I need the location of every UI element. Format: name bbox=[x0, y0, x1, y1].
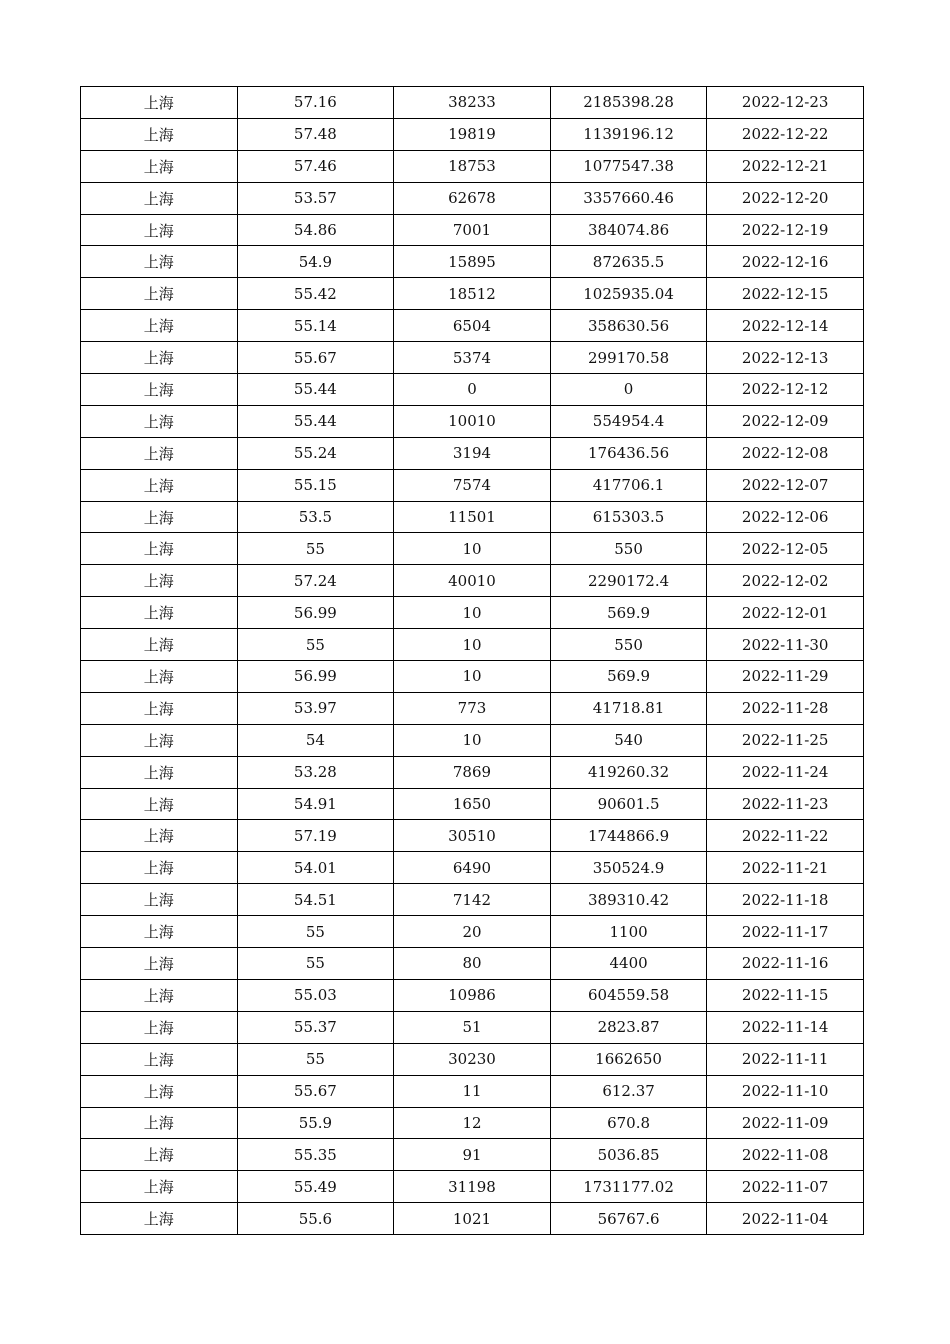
volume-cell: 10 bbox=[394, 533, 551, 565]
table-row bbox=[81, 661, 864, 693]
price-volume-table bbox=[80, 86, 864, 1235]
region-cell: 上海 bbox=[81, 692, 238, 724]
date-cell: 2022-12-20 bbox=[707, 182, 864, 214]
amount-cell: 3357660.46 bbox=[550, 182, 707, 214]
volume-cell: 10010 bbox=[394, 405, 551, 437]
price-cell: 55.14 bbox=[237, 310, 394, 342]
amount-cell: 56767.6 bbox=[550, 1203, 707, 1235]
volume-cell: 91 bbox=[394, 1139, 551, 1171]
amount-cell: 554954.4 bbox=[550, 405, 707, 437]
volume-cell: 30230 bbox=[394, 1043, 551, 1075]
amount-cell: 569.9 bbox=[550, 597, 707, 629]
date-cell: 2022-11-24 bbox=[707, 756, 864, 788]
date-cell: 2022-11-29 bbox=[707, 661, 864, 693]
region-cell: 上海 bbox=[81, 820, 238, 852]
region-cell: 上海 bbox=[81, 948, 238, 980]
volume-cell: 1021 bbox=[394, 1203, 551, 1235]
date-cell: 2022-12-09 bbox=[707, 405, 864, 437]
region-cell: 上海 bbox=[81, 979, 238, 1011]
price-cell: 55 bbox=[237, 533, 394, 565]
price-cell: 53.5 bbox=[237, 501, 394, 533]
amount-cell: 1077547.38 bbox=[550, 150, 707, 182]
table-row bbox=[81, 565, 864, 597]
date-cell: 2022-12-01 bbox=[707, 597, 864, 629]
date-cell: 2022-12-23 bbox=[707, 87, 864, 119]
price-cell: 55.9 bbox=[237, 1107, 394, 1139]
price-cell: 55 bbox=[237, 629, 394, 661]
table-row bbox=[81, 756, 864, 788]
volume-cell: 30510 bbox=[394, 820, 551, 852]
amount-cell: 670.8 bbox=[550, 1107, 707, 1139]
volume-cell: 40010 bbox=[394, 565, 551, 597]
table-row bbox=[81, 246, 864, 278]
date-cell: 2022-11-04 bbox=[707, 1203, 864, 1235]
region-cell: 上海 bbox=[81, 1139, 238, 1171]
region-cell: 上海 bbox=[81, 87, 238, 119]
volume-cell: 1650 bbox=[394, 788, 551, 820]
table-row bbox=[81, 405, 864, 437]
volume-cell: 51 bbox=[394, 1011, 551, 1043]
price-cell: 55.6 bbox=[237, 1203, 394, 1235]
date-cell: 2022-11-30 bbox=[707, 629, 864, 661]
region-cell: 上海 bbox=[81, 405, 238, 437]
date-cell: 2022-12-16 bbox=[707, 246, 864, 278]
region-cell: 上海 bbox=[81, 342, 238, 374]
price-cell: 57.46 bbox=[237, 150, 394, 182]
table-row bbox=[81, 533, 864, 565]
price-cell: 53.97 bbox=[237, 692, 394, 724]
region-cell: 上海 bbox=[81, 916, 238, 948]
table-row bbox=[81, 182, 864, 214]
region-cell: 上海 bbox=[81, 1011, 238, 1043]
region-cell: 上海 bbox=[81, 214, 238, 246]
amount-cell: 1744866.9 bbox=[550, 820, 707, 852]
date-cell: 2022-11-10 bbox=[707, 1075, 864, 1107]
table-row bbox=[81, 214, 864, 246]
volume-cell: 5374 bbox=[394, 342, 551, 374]
amount-cell: 612.37 bbox=[550, 1075, 707, 1107]
volume-cell: 18512 bbox=[394, 278, 551, 310]
date-cell: 2022-12-08 bbox=[707, 437, 864, 469]
volume-cell: 12 bbox=[394, 1107, 551, 1139]
price-cell: 55 bbox=[237, 1043, 394, 1075]
amount-cell: 872635.5 bbox=[550, 246, 707, 278]
amount-cell: 90601.5 bbox=[550, 788, 707, 820]
price-cell: 57.48 bbox=[237, 118, 394, 150]
table-row bbox=[81, 437, 864, 469]
table-row bbox=[81, 1043, 864, 1075]
amount-cell: 384074.86 bbox=[550, 214, 707, 246]
table-row bbox=[81, 852, 864, 884]
amount-cell: 1100 bbox=[550, 916, 707, 948]
volume-cell: 31198 bbox=[394, 1171, 551, 1203]
volume-cell: 6490 bbox=[394, 852, 551, 884]
volume-cell: 7869 bbox=[394, 756, 551, 788]
date-cell: 2022-12-21 bbox=[707, 150, 864, 182]
region-cell: 上海 bbox=[81, 182, 238, 214]
date-cell: 2022-12-07 bbox=[707, 469, 864, 501]
price-cell: 55.44 bbox=[237, 405, 394, 437]
region-cell: 上海 bbox=[81, 1075, 238, 1107]
price-cell: 56.99 bbox=[237, 661, 394, 693]
table-row bbox=[81, 374, 864, 406]
table-row bbox=[81, 118, 864, 150]
price-cell: 54 bbox=[237, 724, 394, 756]
region-cell: 上海 bbox=[81, 724, 238, 756]
region-cell: 上海 bbox=[81, 437, 238, 469]
table-row bbox=[81, 469, 864, 501]
region-cell: 上海 bbox=[81, 310, 238, 342]
date-cell: 2022-11-17 bbox=[707, 916, 864, 948]
region-cell: 上海 bbox=[81, 246, 238, 278]
price-cell: 55.49 bbox=[237, 1171, 394, 1203]
table-row bbox=[81, 87, 864, 119]
region-cell: 上海 bbox=[81, 565, 238, 597]
date-cell: 2022-11-09 bbox=[707, 1107, 864, 1139]
table-body bbox=[81, 87, 864, 1235]
volume-cell: 62678 bbox=[394, 182, 551, 214]
volume-cell: 10986 bbox=[394, 979, 551, 1011]
date-cell: 2022-11-21 bbox=[707, 852, 864, 884]
price-cell: 55.44 bbox=[237, 374, 394, 406]
price-cell: 54.51 bbox=[237, 884, 394, 916]
amount-cell: 540 bbox=[550, 724, 707, 756]
amount-cell: 1731177.02 bbox=[550, 1171, 707, 1203]
table-row bbox=[81, 629, 864, 661]
amount-cell: 550 bbox=[550, 533, 707, 565]
volume-cell: 10 bbox=[394, 661, 551, 693]
region-cell: 上海 bbox=[81, 629, 238, 661]
amount-cell: 389310.42 bbox=[550, 884, 707, 916]
region-cell: 上海 bbox=[81, 661, 238, 693]
table-row bbox=[81, 1203, 864, 1235]
amount-cell: 0 bbox=[550, 374, 707, 406]
region-cell: 上海 bbox=[81, 756, 238, 788]
volume-cell: 7142 bbox=[394, 884, 551, 916]
amount-cell: 41718.81 bbox=[550, 692, 707, 724]
price-cell: 55 bbox=[237, 948, 394, 980]
volume-cell: 15895 bbox=[394, 246, 551, 278]
amount-cell: 2185398.28 bbox=[550, 87, 707, 119]
amount-cell: 4400 bbox=[550, 948, 707, 980]
volume-cell: 18753 bbox=[394, 150, 551, 182]
table-row bbox=[81, 150, 864, 182]
price-cell: 55.67 bbox=[237, 342, 394, 374]
date-cell: 2022-12-14 bbox=[707, 310, 864, 342]
price-cell: 55.24 bbox=[237, 437, 394, 469]
region-cell: 上海 bbox=[81, 1107, 238, 1139]
volume-cell: 0 bbox=[394, 374, 551, 406]
table-row bbox=[81, 788, 864, 820]
region-cell: 上海 bbox=[81, 788, 238, 820]
region-cell: 上海 bbox=[81, 278, 238, 310]
date-cell: 2022-12-15 bbox=[707, 278, 864, 310]
region-cell: 上海 bbox=[81, 597, 238, 629]
amount-cell: 2290172.4 bbox=[550, 565, 707, 597]
volume-cell: 38233 bbox=[394, 87, 551, 119]
volume-cell: 11 bbox=[394, 1075, 551, 1107]
price-cell: 55 bbox=[237, 916, 394, 948]
amount-cell: 569.9 bbox=[550, 661, 707, 693]
table-row bbox=[81, 597, 864, 629]
price-cell: 55.15 bbox=[237, 469, 394, 501]
date-cell: 2022-12-22 bbox=[707, 118, 864, 150]
amount-cell: 550 bbox=[550, 629, 707, 661]
date-cell: 2022-11-07 bbox=[707, 1171, 864, 1203]
volume-cell: 10 bbox=[394, 724, 551, 756]
table-row bbox=[81, 1171, 864, 1203]
price-cell: 54.91 bbox=[237, 788, 394, 820]
region-cell: 上海 bbox=[81, 1043, 238, 1075]
region-cell: 上海 bbox=[81, 1203, 238, 1235]
table-row bbox=[81, 501, 864, 533]
date-cell: 2022-12-02 bbox=[707, 565, 864, 597]
region-cell: 上海 bbox=[81, 374, 238, 406]
price-cell: 54.86 bbox=[237, 214, 394, 246]
volume-cell: 773 bbox=[394, 692, 551, 724]
region-cell: 上海 bbox=[81, 533, 238, 565]
date-cell: 2022-12-19 bbox=[707, 214, 864, 246]
date-cell: 2022-11-16 bbox=[707, 948, 864, 980]
region-cell: 上海 bbox=[81, 150, 238, 182]
price-cell: 55.35 bbox=[237, 1139, 394, 1171]
table-row bbox=[81, 692, 864, 724]
volume-cell: 10 bbox=[394, 629, 551, 661]
price-cell: 57.24 bbox=[237, 565, 394, 597]
date-cell: 2022-11-22 bbox=[707, 820, 864, 852]
amount-cell: 604559.58 bbox=[550, 979, 707, 1011]
date-cell: 2022-11-15 bbox=[707, 979, 864, 1011]
amount-cell: 419260.32 bbox=[550, 756, 707, 788]
date-cell: 2022-11-14 bbox=[707, 1011, 864, 1043]
date-cell: 2022-11-11 bbox=[707, 1043, 864, 1075]
date-cell: 2022-12-12 bbox=[707, 374, 864, 406]
price-cell: 55.03 bbox=[237, 979, 394, 1011]
table-row bbox=[81, 1107, 864, 1139]
amount-cell: 417706.1 bbox=[550, 469, 707, 501]
table-row bbox=[81, 1139, 864, 1171]
table-row bbox=[81, 724, 864, 756]
volume-cell: 3194 bbox=[394, 437, 551, 469]
region-cell: 上海 bbox=[81, 852, 238, 884]
date-cell: 2022-11-25 bbox=[707, 724, 864, 756]
table-row bbox=[81, 342, 864, 374]
table-row bbox=[81, 948, 864, 980]
volume-cell: 6504 bbox=[394, 310, 551, 342]
volume-cell: 10 bbox=[394, 597, 551, 629]
amount-cell: 350524.9 bbox=[550, 852, 707, 884]
volume-cell: 20 bbox=[394, 916, 551, 948]
date-cell: 2022-12-13 bbox=[707, 342, 864, 374]
amount-cell: 358630.56 bbox=[550, 310, 707, 342]
table-row bbox=[81, 820, 864, 852]
amount-cell: 176436.56 bbox=[550, 437, 707, 469]
price-cell: 53.28 bbox=[237, 756, 394, 788]
amount-cell: 1139196.12 bbox=[550, 118, 707, 150]
amount-cell: 615303.5 bbox=[550, 501, 707, 533]
date-cell: 2022-11-23 bbox=[707, 788, 864, 820]
table-row bbox=[81, 1011, 864, 1043]
amount-cell: 1662650 bbox=[550, 1043, 707, 1075]
price-cell: 53.57 bbox=[237, 182, 394, 214]
price-cell: 55.67 bbox=[237, 1075, 394, 1107]
region-cell: 上海 bbox=[81, 118, 238, 150]
date-cell: 2022-11-28 bbox=[707, 692, 864, 724]
price-cell: 54.9 bbox=[237, 246, 394, 278]
table-row bbox=[81, 278, 864, 310]
table-row bbox=[81, 979, 864, 1011]
amount-cell: 5036.85 bbox=[550, 1139, 707, 1171]
volume-cell: 19819 bbox=[394, 118, 551, 150]
price-cell: 56.99 bbox=[237, 597, 394, 629]
amount-cell: 1025935.04 bbox=[550, 278, 707, 310]
region-cell: 上海 bbox=[81, 884, 238, 916]
price-cell: 57.16 bbox=[237, 87, 394, 119]
table-row bbox=[81, 884, 864, 916]
price-cell: 55.42 bbox=[237, 278, 394, 310]
table-row bbox=[81, 1075, 864, 1107]
region-cell: 上海 bbox=[81, 1171, 238, 1203]
price-cell: 57.19 bbox=[237, 820, 394, 852]
date-cell: 2022-12-05 bbox=[707, 533, 864, 565]
price-cell: 54.01 bbox=[237, 852, 394, 884]
date-cell: 2022-11-18 bbox=[707, 884, 864, 916]
volume-cell: 7001 bbox=[394, 214, 551, 246]
table-row bbox=[81, 916, 864, 948]
volume-cell: 80 bbox=[394, 948, 551, 980]
date-cell: 2022-12-06 bbox=[707, 501, 864, 533]
region-cell: 上海 bbox=[81, 469, 238, 501]
volume-cell: 7574 bbox=[394, 469, 551, 501]
date-cell: 2022-11-08 bbox=[707, 1139, 864, 1171]
volume-cell: 11501 bbox=[394, 501, 551, 533]
price-cell: 55.37 bbox=[237, 1011, 394, 1043]
amount-cell: 299170.58 bbox=[550, 342, 707, 374]
region-cell: 上海 bbox=[81, 501, 238, 533]
table-row bbox=[81, 310, 864, 342]
amount-cell: 2823.87 bbox=[550, 1011, 707, 1043]
